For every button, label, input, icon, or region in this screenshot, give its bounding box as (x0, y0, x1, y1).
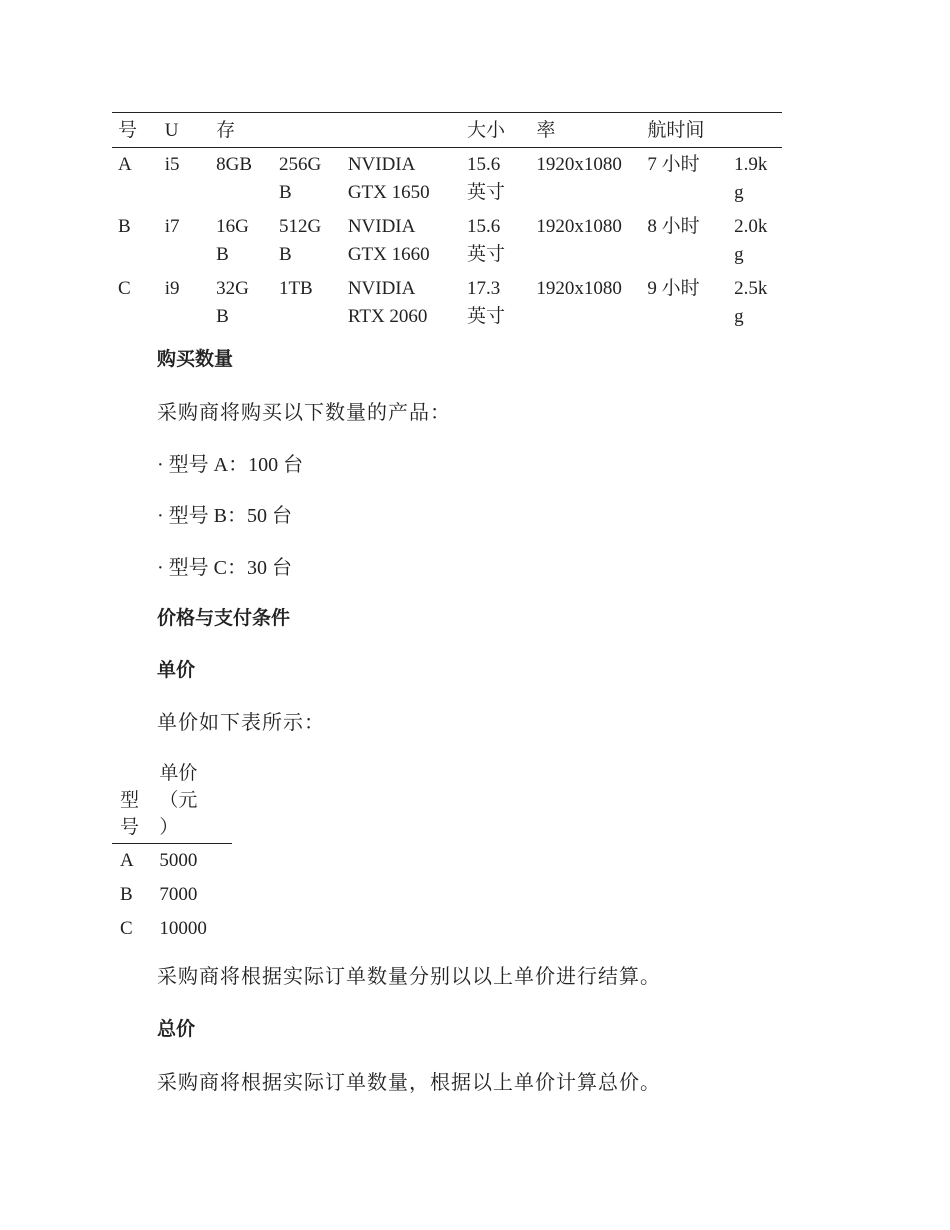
spec-cell: 15.6 英寸 (466, 216, 505, 265)
spec-header-cell: 航时间 (647, 120, 705, 141)
spec-cell: 512G B (278, 216, 322, 265)
spec-header-cell: 率 (536, 120, 556, 141)
price-header-cell: 型 号 (120, 790, 140, 838)
spec-cell: NVIDIA RTX 2060 (347, 278, 428, 327)
spec-cell: B (118, 216, 131, 237)
table-row (112, 844, 232, 879)
table-row (112, 148, 782, 211)
spec-cell: 1920x1080 (536, 278, 622, 299)
spec-header-cell (273, 113, 342, 148)
spec-cell: 32G B (216, 278, 249, 327)
price-table (112, 758, 232, 946)
spec-cell: 17.3 英寸 (466, 278, 505, 327)
spec-header-cell: 大小 (466, 120, 505, 141)
total-price-heading: 总价 (157, 1018, 196, 1040)
spec-cell: 1TB (278, 278, 313, 299)
price-header-cell: 单价 （元 ） (159, 763, 198, 838)
spec-cell: 8GB (216, 154, 252, 175)
spec-cell: 2.5k g (734, 278, 768, 327)
spec-header-cell (728, 113, 782, 148)
unit-price-heading: 单价 (157, 659, 196, 681)
spec-cell: 1920x1080 (536, 216, 622, 237)
spec-header-cell: U (164, 120, 179, 141)
table-row (112, 272, 782, 334)
list-item: · 型号 A：100 台 (157, 454, 304, 476)
spec-cell: NVIDIA GTX 1650 (347, 154, 430, 203)
price-cell: 10000 (159, 918, 207, 939)
unit-price-note: 采购商将根据实际订单数量分别以以上单价进行结算。 (157, 966, 661, 988)
table-row (112, 878, 232, 912)
total-price-text: 采购商将根据实际订单数量，根据以上单价计算总价。 (157, 1072, 661, 1094)
price-cell: 7000 (159, 884, 198, 905)
spec-cell: NVIDIA GTX 1660 (347, 216, 430, 265)
price-table-header (112, 758, 232, 844)
spec-cell: i7 (164, 216, 180, 237)
spec-cell: 1.9k g (734, 154, 768, 203)
spec-header-cell: 号 (118, 120, 138, 141)
price-cell: A (120, 850, 134, 871)
price-cell: B (120, 884, 133, 905)
spec-cell: 7 小时 (647, 154, 700, 175)
spec-cell: 16G B (216, 216, 249, 265)
table-row (112, 210, 782, 272)
quantity-intro: 采购商将购买以下数量的产品： (157, 402, 451, 424)
table-row (112, 912, 232, 946)
unit-price-intro: 单价如下表所示： (157, 712, 325, 734)
spec-cell: 8 小时 (647, 216, 700, 237)
spec-cell: 15.6 英寸 (466, 154, 505, 203)
spec-cell: 9 小时 (647, 278, 700, 299)
spec-header-cell: 存 (216, 120, 236, 141)
pricing-heading: 价格与支付条件 (157, 607, 291, 629)
spec-header-cell (342, 113, 461, 148)
spec-cell: C (118, 278, 131, 299)
spec-cell: 2.0k g (734, 216, 768, 265)
list-item: · 型号 C：30 台 (157, 557, 292, 579)
price-cell: 5000 (159, 850, 198, 871)
spec-cell: A (118, 154, 132, 175)
spec-table-header (112, 113, 782, 148)
quantity-heading: 购买数量 (157, 348, 234, 370)
spec-table (112, 112, 782, 334)
spec-cell: 1920x1080 (536, 154, 622, 175)
spec-cell: i5 (164, 154, 180, 175)
spec-cell: i9 (164, 278, 180, 299)
spec-cell: 256G B (278, 154, 322, 203)
list-item: · 型号 B：50 台 (157, 505, 292, 527)
price-cell: C (120, 918, 133, 939)
